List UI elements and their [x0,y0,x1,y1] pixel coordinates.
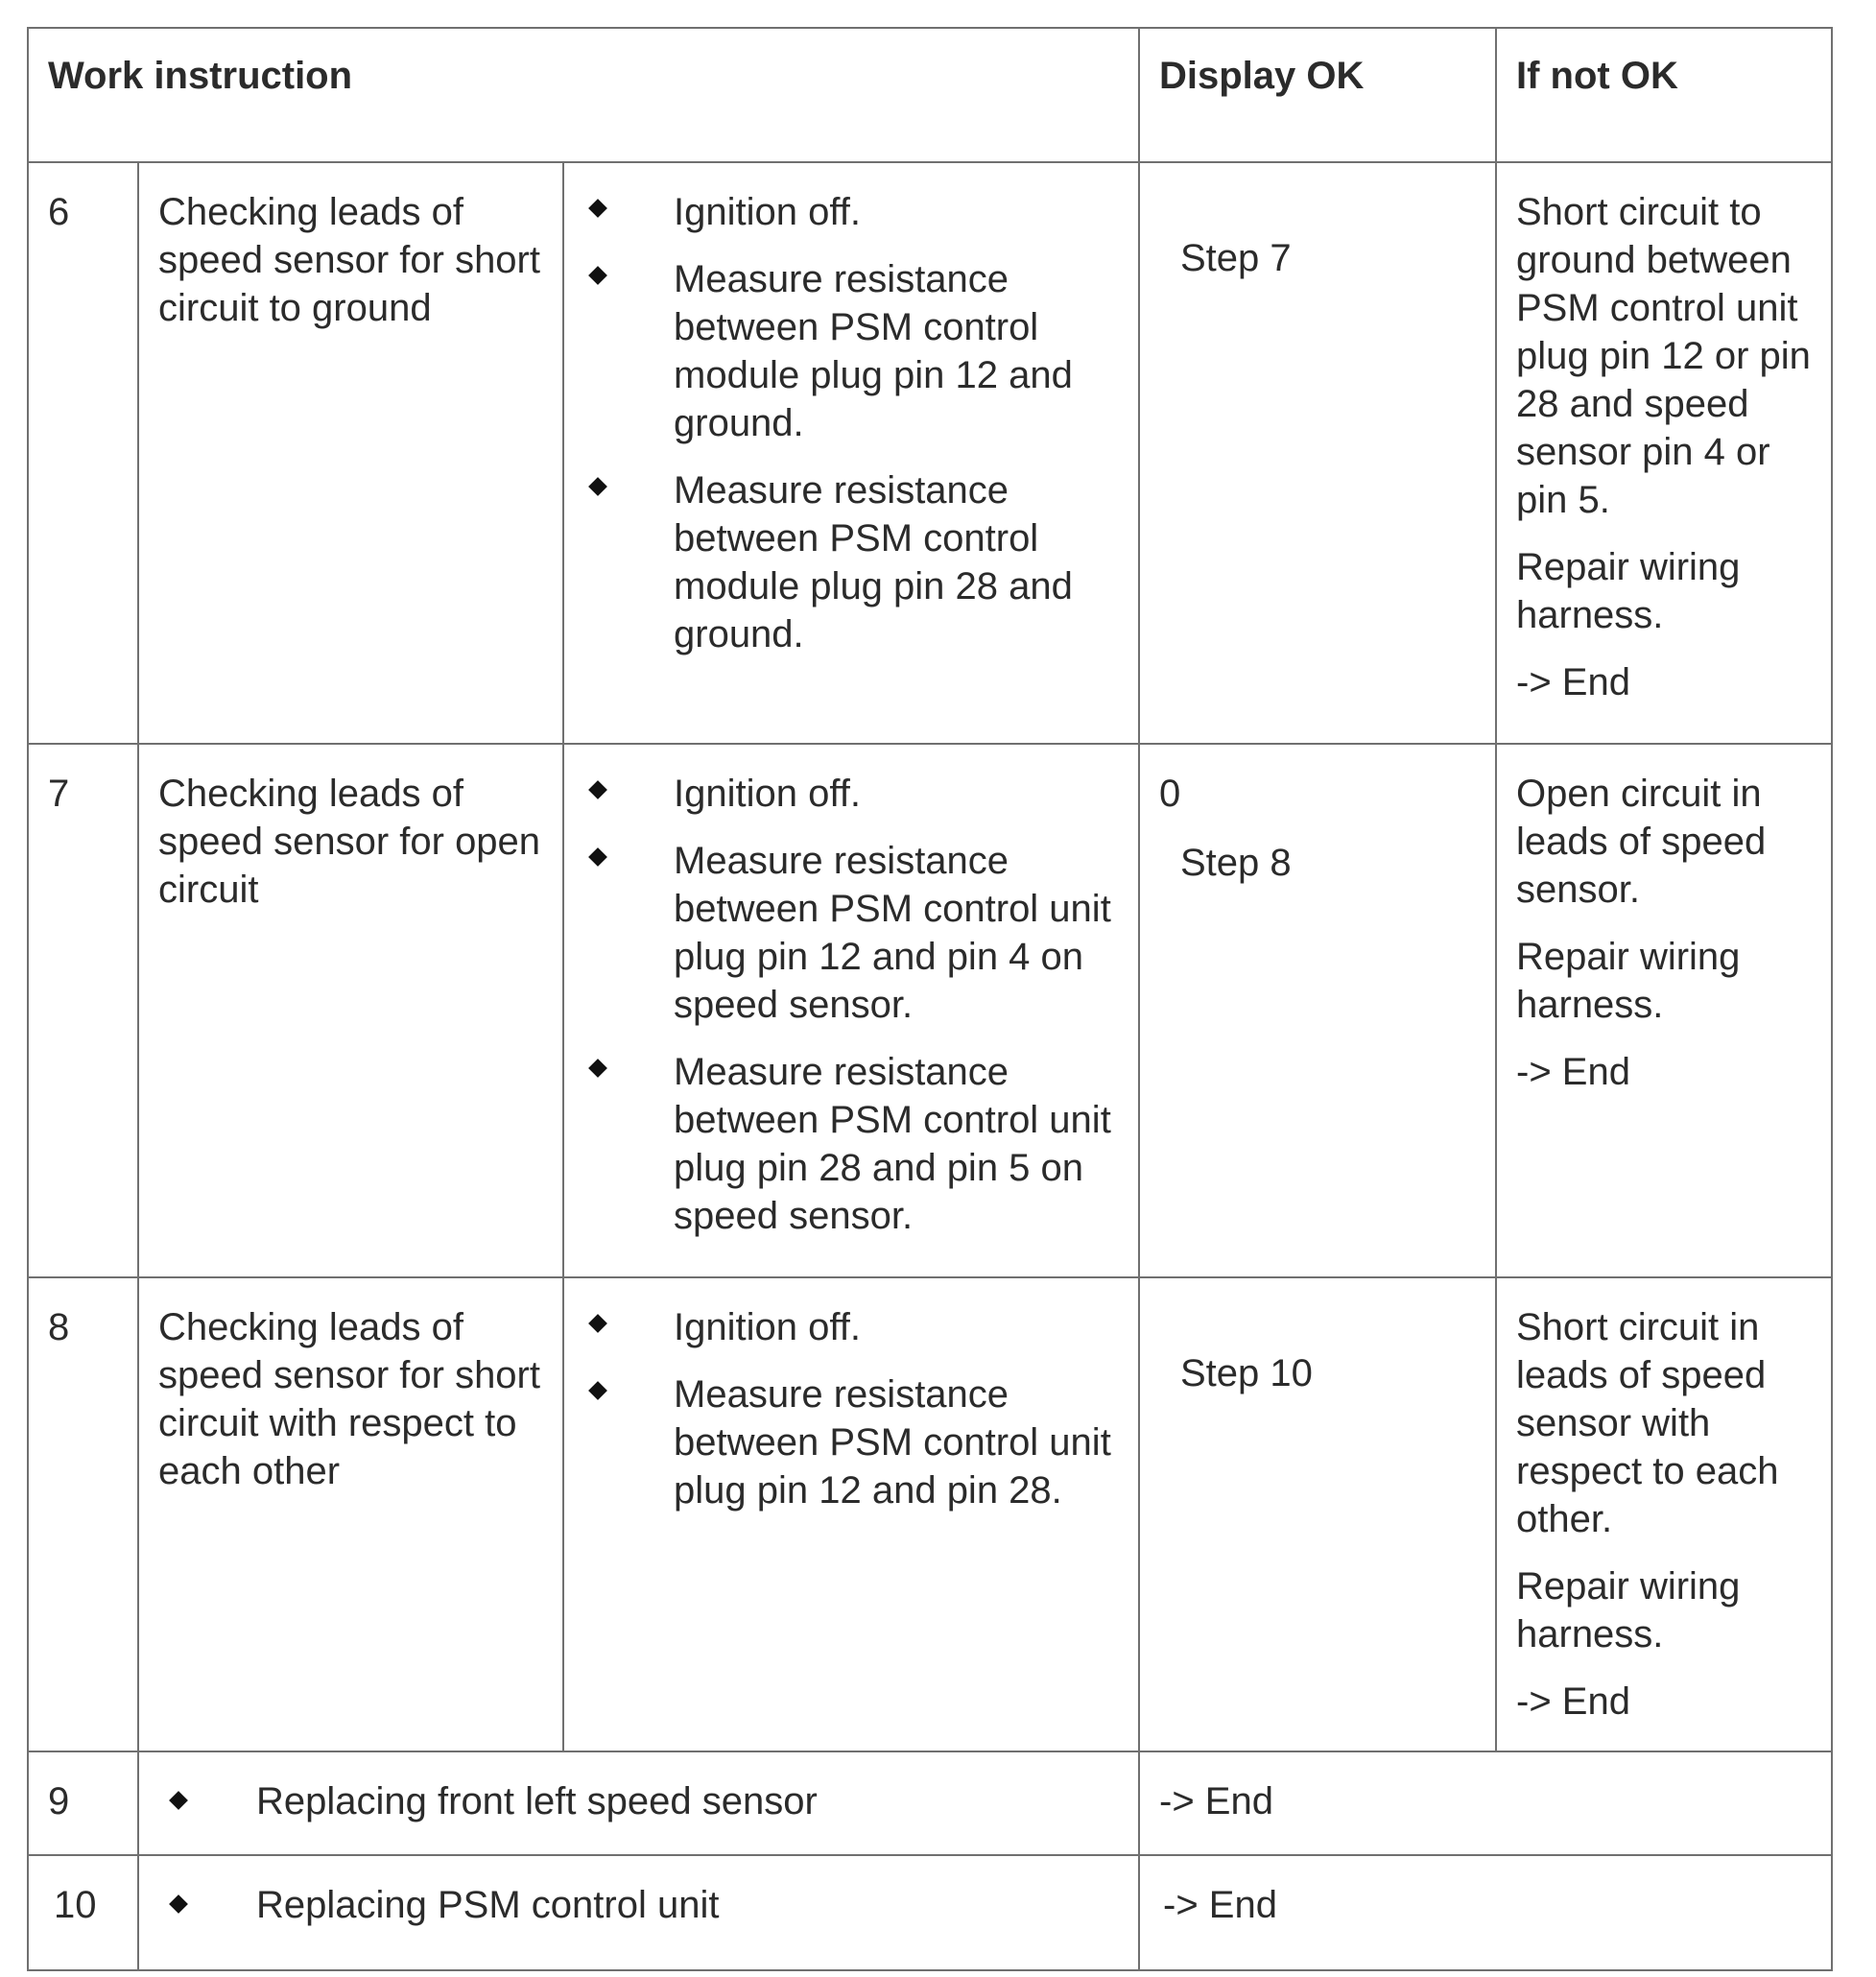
if-not-ok-cell [1496,162,1832,744]
list-item: Measure resistance between PSM control module plug pin 28 and ground. [578,466,1125,658]
if-not-ok-text: -> End [1516,1680,1630,1723]
list-item: Measure resistance between PSM control unit plug pin 12 and pin 28. [578,1370,1125,1514]
bullet-diamond-icon [169,1792,188,1811]
if-not-ok-text: Repair wiring harness. [1516,546,1741,636]
result-cell: -> End [1139,1855,1832,1970]
table-row [28,1855,1832,1970]
display-ok-value: 0 [1159,773,1181,815]
display-ok-cell [1139,1277,1496,1751]
list-item: Measure resistance between PSM control module plug pin 12 and ground. [578,255,1125,447]
step-instructions [563,162,1139,744]
step-instruction: Replacing front left speed sensor [138,1751,1139,1855]
table-row [28,1277,1832,1751]
bullet-diamond-icon [588,1381,607,1400]
result-cell: -> End [1139,1751,1832,1855]
header-display-ok: Display OK [1139,28,1496,162]
work-instruction-table [27,27,1833,1971]
display-ok-value: Step 8 [1180,842,1292,884]
if-not-ok-text: Repair wiring harness. [1516,936,1741,1026]
if-not-ok-text: Repair wiring harness. [1516,1565,1741,1655]
step-title: Checking leads of speed sensor for open circuit [138,744,563,1277]
list-item: Ignition off. [578,1303,1125,1351]
display-ok-cell [1139,162,1496,744]
bullet-diamond-icon [588,780,607,799]
list-item: Measure resistance between PSM control unit plug pin 12 and pin 4 on speed sensor. [578,837,1125,1029]
header-row [28,28,1832,162]
work-instruction-document [27,27,1831,1949]
display-ok-value: Step 10 [1180,1352,1313,1394]
bullet-diamond-icon [588,266,607,285]
header-if-not-ok: If not OK [1496,28,1832,162]
display-ok-cell [1139,744,1496,1277]
step-number: 7 [28,744,138,1277]
bullet-diamond-icon [588,199,607,218]
bullet-diamond-icon [588,477,607,496]
step-title: Checking leads of speed sensor for short circuit to ground [138,162,563,744]
if-not-ok-cell [1496,1277,1832,1751]
bullet-diamond-icon [169,1895,188,1915]
display-ok-value: Step 7 [1180,237,1292,279]
if-not-ok-text: -> End [1516,1051,1630,1093]
table-row [28,1751,1832,1855]
if-not-ok-text: Short circuit to ground between PSM control unit plug pin 12 or pin 28 and speed sensor pin 4 or pin 5. [1516,191,1811,521]
step-instruction: Replacing PSM control unit [138,1855,1139,1970]
table-row [28,162,1832,744]
step-number: 6 [28,162,138,744]
if-not-ok-text: Short circuit in leads of speed sensor with respect to each other. [1516,1306,1779,1540]
list-item: Ignition off. [578,188,1125,236]
table-row [28,744,1832,1277]
if-not-ok-cell [1496,744,1832,1277]
step-number: 8 [28,1277,138,1751]
if-not-ok-text: -> End [1516,661,1630,703]
header-work-instruction: Work instruction [28,28,1139,162]
step-title: Checking leads of speed sensor for short circuit with respect to each other [138,1277,563,1751]
if-not-ok-text: Open circuit in leads of speed sensor. [1516,773,1767,911]
step-instructions [563,744,1139,1277]
step-number: 10 [28,1855,138,1970]
step-instructions [563,1277,1139,1751]
list-item: Measure resistance between PSM control unit plug pin 28 and pin 5 on speed sensor. [578,1048,1125,1240]
bullet-diamond-icon [588,847,607,867]
step-number: 9 [28,1751,138,1855]
list-item: Ignition off. [578,770,1125,818]
bullet-diamond-icon [588,1314,607,1333]
bullet-diamond-icon [588,1059,607,1078]
